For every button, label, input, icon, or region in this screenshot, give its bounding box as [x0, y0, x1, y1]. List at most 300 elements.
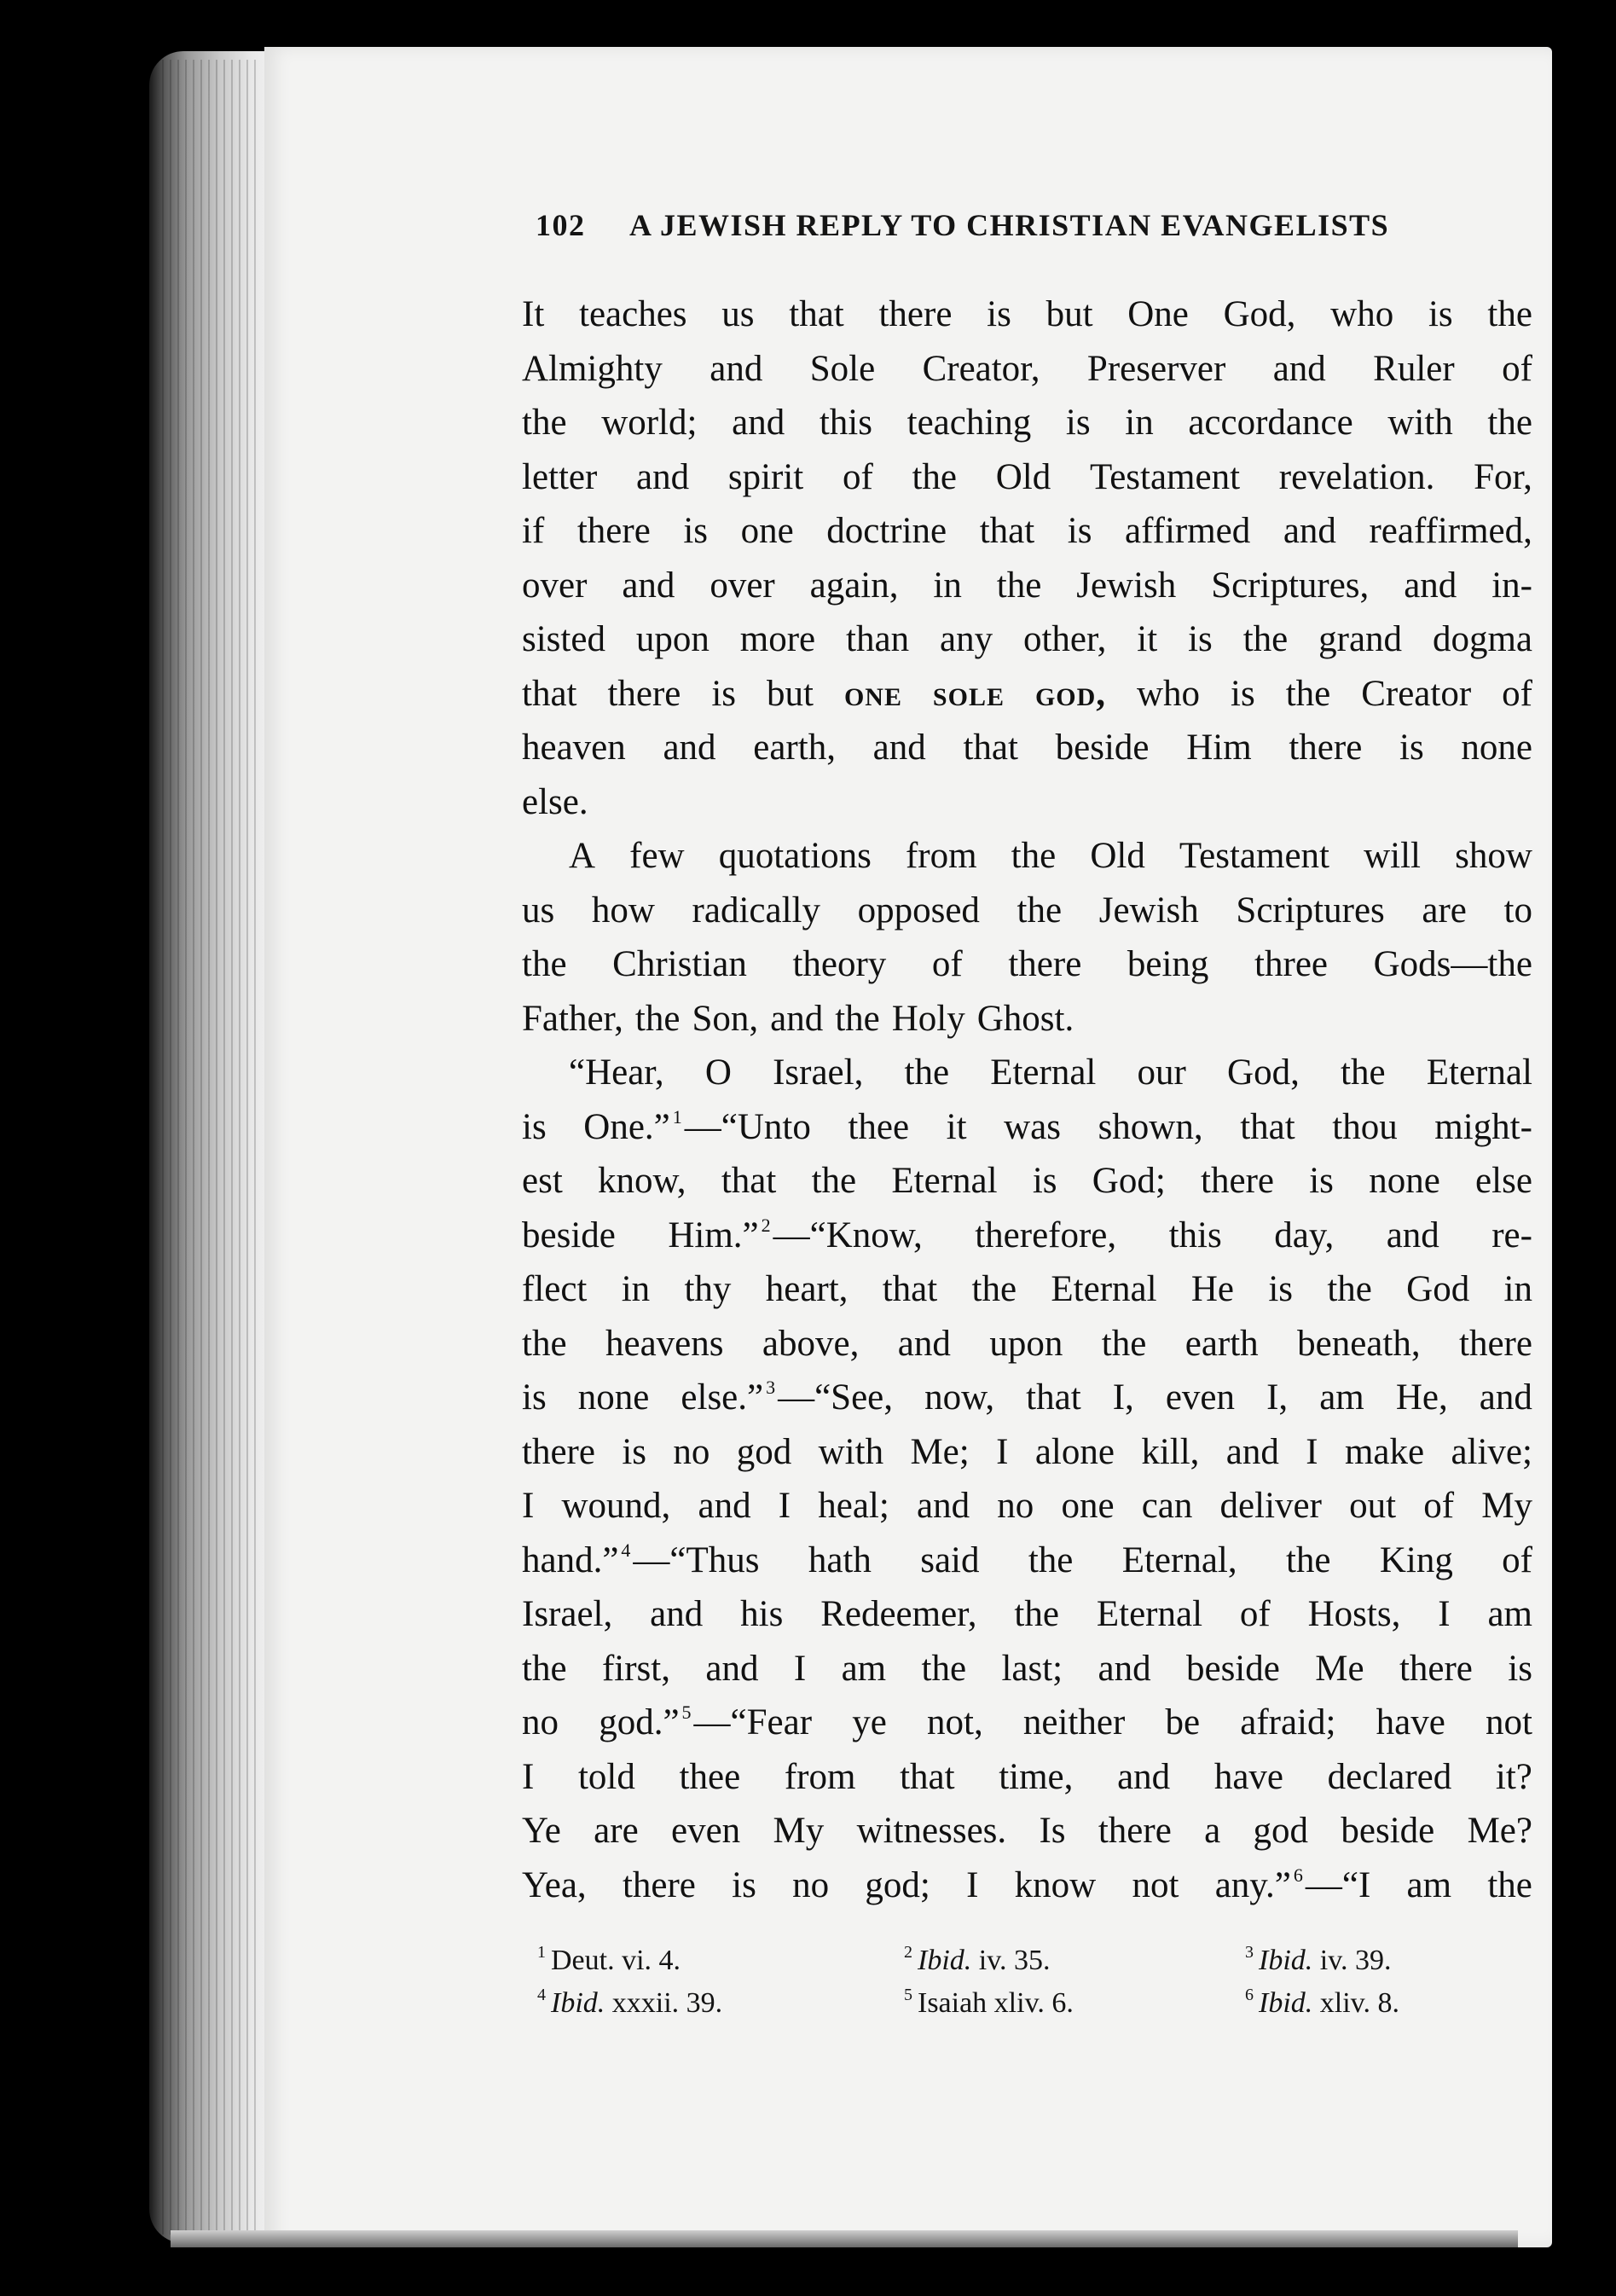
word: of: [1502, 348, 1532, 389]
word: is: [622, 1431, 646, 1472]
text-line: [522, 721, 1532, 775]
word: and: [1225, 1431, 1279, 1472]
footnote-5: [904, 1987, 1074, 2020]
word: and: [663, 728, 716, 768]
word: shown,: [1098, 1106, 1203, 1147]
word: deliver: [1219, 1486, 1322, 1526]
footnote-reference-text: xxxii. 39.: [605, 1987, 723, 2019]
text-line: [522, 1100, 1532, 1155]
word: the: [522, 944, 567, 984]
word: none: [577, 1377, 650, 1418]
word: My: [773, 1811, 825, 1851]
word: I: [522, 1486, 535, 1526]
word: revelation.: [1278, 456, 1435, 497]
word: not,: [927, 1702, 983, 1742]
word: thou: [1332, 1106, 1398, 1147]
word: the: [835, 998, 880, 1039]
word: the: [522, 403, 567, 443]
word: and: [770, 998, 824, 1039]
word: is: [711, 673, 737, 714]
footnote-reference: 1: [672, 1105, 682, 1128]
word: I: [966, 1864, 979, 1905]
word: god;: [865, 1864, 930, 1905]
word: Jewish: [1098, 890, 1199, 931]
word: I: [1438, 1594, 1451, 1634]
word: day,: [1274, 1215, 1335, 1255]
word: afraid;: [1240, 1702, 1336, 1742]
word: of: [1239, 1594, 1271, 1634]
word: For,: [1474, 456, 1532, 497]
word: make: [1344, 1431, 1425, 1472]
word: doctrine: [826, 511, 947, 551]
word: know,: [598, 1161, 686, 1201]
word: is: [1067, 511, 1092, 551]
word: might-: [1434, 1106, 1532, 1147]
text-line: [522, 1209, 1532, 1263]
text-line: [522, 1804, 1532, 1858]
word: Sole: [809, 348, 876, 389]
footnote-reference: 5: [681, 1702, 692, 1723]
word: the: [1028, 1539, 1074, 1580]
word: I: [793, 1648, 807, 1689]
word: even: [1165, 1377, 1236, 1418]
text-line: [522, 829, 1532, 884]
word: and: [636, 456, 690, 497]
word: other,: [1022, 619, 1107, 659]
word: there: [1008, 944, 1082, 984]
text-line: [522, 1371, 1532, 1425]
word: am: [1319, 1377, 1364, 1418]
word: of: [1423, 1486, 1455, 1526]
word: is: [683, 511, 709, 551]
word: declared: [1327, 1756, 1452, 1797]
footnote-number: 3: [1245, 1943, 1254, 1962]
word: told: [577, 1756, 635, 1797]
word: in: [933, 565, 962, 606]
word: that: [963, 728, 1018, 768]
word: therefore,: [975, 1215, 1117, 1255]
word: that: [789, 294, 844, 334]
word: who: [1330, 294, 1394, 334]
word: God,: [1227, 1052, 1300, 1093]
word: if: [522, 511, 545, 551]
footnote-4: [537, 1987, 722, 2020]
word: how: [591, 890, 655, 931]
word: re-: [1491, 1215, 1532, 1255]
text-line: [522, 1858, 1532, 1913]
word: I,: [1266, 1377, 1289, 1418]
word: and: [732, 403, 785, 443]
word: Eternal: [990, 1052, 1097, 1093]
word: Preserver: [1086, 348, 1226, 389]
footnote-reference: 4: [621, 1539, 631, 1561]
word: the: [1327, 1269, 1372, 1309]
word-with-footnote-ref: Him.” $^2$—“Know,: [668, 1214, 923, 1255]
word: I: [996, 1431, 1009, 1472]
text-line: [522, 612, 1532, 667]
word: the: [811, 1161, 857, 1201]
word: quotations: [718, 836, 872, 876]
word: ye: [852, 1702, 887, 1742]
word: his: [740, 1594, 784, 1634]
text-line: [522, 775, 1532, 830]
word: no: [673, 1431, 710, 1472]
word: the: [1487, 1864, 1532, 1905]
word: is: [1065, 403, 1091, 443]
word: My: [1481, 1486, 1532, 1526]
word: in: [1125, 403, 1154, 443]
word: heart,: [765, 1269, 849, 1309]
word: Ghost.: [976, 998, 1074, 1039]
small-caps-word: one: [843, 673, 902, 714]
word: and: [897, 1323, 951, 1364]
word: there: [622, 1864, 696, 1905]
word: there: [1201, 1161, 1274, 1201]
word: thee: [848, 1106, 910, 1147]
word: Creator: [1361, 673, 1472, 714]
word: Eternal: [1051, 1269, 1157, 1309]
word: Testament: [1089, 456, 1241, 497]
word: am: [841, 1648, 887, 1689]
word: but: [767, 673, 814, 714]
word: Israel,: [773, 1052, 864, 1093]
word: beside: [1055, 728, 1150, 768]
word: Hosts,: [1307, 1594, 1401, 1634]
word: this: [1168, 1215, 1222, 1255]
word: of: [1502, 1539, 1532, 1580]
footnote-reference: 6: [1293, 1864, 1303, 1886]
word: reaffirmed,: [1369, 511, 1532, 551]
word: heaven: [522, 728, 626, 768]
word: the: [912, 456, 958, 497]
word: the: [1017, 890, 1063, 931]
word: Me;: [910, 1431, 970, 1472]
word: of: [842, 456, 873, 497]
word: this: [819, 403, 872, 443]
word: else: [1475, 1161, 1532, 1201]
word: the: [996, 565, 1042, 606]
word: earth: [1184, 1323, 1259, 1364]
word: is: [987, 294, 1011, 334]
footnote-reference: 2: [761, 1214, 771, 1236]
word: grand: [1318, 619, 1403, 659]
word: Old: [995, 456, 1051, 497]
text-line: [522, 1262, 1532, 1317]
word: is: [1188, 619, 1213, 659]
text-line: [522, 1534, 1532, 1588]
word: Father,: [522, 998, 623, 1039]
footnote-1: [537, 1945, 681, 1977]
word: beneath,: [1297, 1323, 1421, 1364]
word: est: [522, 1161, 563, 1201]
word: there: [1399, 1648, 1473, 1689]
word: “Hear,: [569, 1052, 664, 1093]
word: time,: [999, 1756, 1074, 1797]
word: none: [1369, 1161, 1440, 1201]
word: said: [920, 1539, 980, 1580]
word: Almighty: [522, 348, 663, 389]
word: the: [1285, 673, 1331, 714]
word: affirmed: [1125, 511, 1251, 551]
word: with: [1387, 403, 1453, 443]
word: was: [1004, 1106, 1061, 1147]
word: our: [1137, 1052, 1186, 1093]
text-line: [522, 1154, 1532, 1209]
word: in-: [1491, 565, 1532, 606]
text-line: [522, 884, 1532, 938]
footnote-3: [1245, 1945, 1392, 1977]
text-line: [522, 1696, 1532, 1750]
word: It: [522, 294, 545, 334]
word: of: [931, 944, 963, 984]
word: Eternal: [1426, 1052, 1532, 1093]
text-line: [522, 992, 1532, 1047]
word: neither: [1022, 1702, 1126, 1742]
word: heal;: [818, 1486, 889, 1526]
footnote-reference-text: Isaiah xliv. 6.: [918, 1987, 1074, 2019]
word: god: [736, 1431, 792, 1472]
word: it: [1137, 619, 1158, 659]
word: now,: [924, 1377, 995, 1418]
word: there: [522, 1431, 595, 1472]
word: and: [622, 565, 675, 606]
word: it: [946, 1106, 967, 1147]
word: and: [1404, 565, 1457, 606]
word: letter: [522, 456, 598, 497]
word: radically: [692, 890, 820, 931]
word: Him: [1186, 728, 1252, 768]
word: none: [1461, 728, 1532, 768]
word: from: [905, 836, 977, 876]
word: dogma: [1432, 619, 1532, 659]
word: beside: [522, 1215, 616, 1255]
word: than: [846, 619, 910, 659]
word: Yea,: [522, 1864, 587, 1905]
footnote-reference: 3: [766, 1377, 776, 1398]
word: am: [1487, 1594, 1532, 1634]
word: flect: [522, 1269, 588, 1309]
small-caps-word: sole: [932, 673, 1005, 714]
text-line: [522, 667, 1532, 722]
word: I,: [1112, 1377, 1134, 1418]
word: above,: [762, 1323, 860, 1364]
word: God: [1406, 1269, 1470, 1309]
word-with-footnote-ref: hand.” $^4$—“Thus: [522, 1539, 760, 1580]
word: that: [900, 1756, 955, 1797]
word: is: [1399, 728, 1424, 768]
word: to: [1503, 890, 1532, 931]
footnotes: [537, 1945, 1492, 2047]
word: Israel,: [522, 1594, 613, 1634]
word: us: [522, 890, 555, 931]
word: are: [1422, 890, 1467, 931]
word: and: [650, 1594, 704, 1634]
word: the: [522, 1648, 567, 1689]
word: three: [1254, 944, 1328, 984]
text-line: [522, 287, 1532, 342]
word: upon: [989, 1323, 1063, 1364]
word: show: [1455, 836, 1532, 876]
word: heavens: [605, 1323, 724, 1364]
word: is: [1309, 1161, 1334, 1201]
running-head: [536, 207, 1491, 241]
word: I: [778, 1486, 791, 1526]
word: Scriptures,: [1211, 565, 1370, 606]
word: Me: [1315, 1648, 1364, 1689]
word: A: [569, 836, 596, 876]
footnote-ibid: Ibid.: [1259, 1987, 1313, 2019]
word: beside: [1341, 1811, 1435, 1851]
running-head-title: A JEWISH REPLY TO CHRISTIAN EVANGELISTS: [629, 208, 1390, 242]
word: one: [1061, 1486, 1115, 1526]
word: and: [872, 728, 926, 768]
word: the: [904, 1052, 950, 1093]
word: the: [1341, 1052, 1386, 1093]
word: world;: [601, 403, 698, 443]
footnote-reference-text: iv. 39.: [1312, 1945, 1392, 1976]
text-line: [522, 1046, 1532, 1100]
word: Gods—the: [1373, 944, 1532, 984]
word: Old: [1090, 836, 1145, 876]
word: of: [1502, 673, 1532, 714]
word: is: [1231, 673, 1255, 714]
word: kill,: [1141, 1431, 1200, 1472]
text-line: [522, 396, 1532, 450]
word: who: [1137, 673, 1201, 714]
word: have: [1213, 1756, 1283, 1797]
word: god: [1253, 1811, 1309, 1851]
word: Is: [1039, 1811, 1066, 1851]
footnote-number: 5: [904, 1986, 912, 2004]
word: the: [1285, 1539, 1331, 1580]
word: Son,: [692, 998, 759, 1039]
word: being: [1127, 944, 1209, 984]
page-edge-texture: [162, 60, 256, 2235]
footnote-6: [1245, 1987, 1399, 2020]
word: is: [1508, 1648, 1532, 1689]
page-bottom-edge: [171, 2230, 1518, 2247]
word: I: [522, 1756, 535, 1797]
word: God;: [1092, 1161, 1166, 1201]
word: beside: [1185, 1648, 1280, 1689]
small-caps-word: god,: [1034, 673, 1107, 714]
word-with-footnote-ref: else.” $^3$—“See,: [681, 1377, 894, 1418]
word: the: [971, 1269, 1017, 1309]
word: Eternal: [1096, 1594, 1203, 1634]
word: Jewish: [1076, 565, 1177, 606]
word: Ye: [522, 1811, 561, 1851]
word: and: [698, 1486, 751, 1526]
footnote-2: [904, 1945, 1051, 1977]
text-line: [522, 1587, 1532, 1642]
text-line: [522, 1425, 1532, 1480]
word: no: [792, 1864, 830, 1905]
word: the: [1487, 294, 1532, 334]
footnote-number: 2: [904, 1943, 912, 1962]
word: Eternal,: [1121, 1539, 1237, 1580]
word: hath: [808, 1539, 872, 1580]
word: King: [1379, 1539, 1453, 1580]
word: Scriptures: [1236, 890, 1385, 931]
word: thy: [684, 1269, 732, 1309]
word: in: [1503, 1269, 1532, 1309]
word: it?: [1495, 1756, 1532, 1797]
footnote-reference-text: iv. 35.: [971, 1945, 1051, 1976]
word: the: [1101, 1323, 1147, 1364]
word: I: [1306, 1431, 1318, 1472]
word: again,: [809, 565, 899, 606]
word: the: [1011, 836, 1057, 876]
word: will: [1364, 836, 1422, 876]
word: be: [1165, 1702, 1201, 1742]
footnote-ibid: Ibid.: [551, 1987, 605, 2019]
word: teaching: [906, 403, 1032, 443]
word: few: [629, 836, 685, 876]
word: wound,: [561, 1486, 671, 1526]
word: first,: [601, 1648, 670, 1689]
footnote-reference-text: xliv. 8.: [1312, 1987, 1399, 2019]
word: that: [1026, 1377, 1081, 1418]
word-with-footnote-ref: god.” $^5$—“Fear: [599, 1702, 813, 1742]
text-line: [522, 1317, 1532, 1371]
word: and: [1283, 511, 1336, 551]
word-with-footnote-ref: any.” $^6$—“I: [1214, 1864, 1371, 1905]
word: not: [1132, 1864, 1179, 1905]
word: thee: [679, 1756, 741, 1797]
footnote-reference-text: Deut. vi. 4.: [551, 1945, 681, 1976]
word: but: [1045, 294, 1093, 334]
word: there: [1098, 1811, 1172, 1851]
word: us: [721, 294, 755, 334]
word: O: [704, 1052, 732, 1093]
word: the: [1242, 619, 1289, 659]
word: and: [1098, 1648, 1151, 1689]
word: Testament: [1179, 836, 1330, 876]
word: and: [1386, 1215, 1439, 1255]
word: He: [1190, 1269, 1234, 1309]
word: He,: [1395, 1377, 1448, 1418]
word: last;: [1001, 1648, 1063, 1689]
text-line: [522, 937, 1532, 992]
word: more: [739, 619, 816, 659]
word: that: [522, 673, 577, 714]
text-line: [522, 450, 1532, 505]
word: spirit: [727, 456, 804, 497]
word: the: [1014, 1594, 1059, 1634]
word: that: [721, 1161, 777, 1201]
word: and: [1479, 1377, 1532, 1418]
word: and: [705, 1648, 759, 1689]
word: there: [1459, 1323, 1532, 1364]
text-line: [522, 1642, 1532, 1696]
word: is: [1428, 294, 1453, 334]
word: any: [939, 619, 993, 659]
word: and: [1272, 348, 1326, 389]
word: am: [1406, 1864, 1452, 1905]
word: is: [522, 1106, 547, 1147]
word: know: [1014, 1864, 1097, 1905]
word: Me?: [1467, 1811, 1532, 1851]
word: alive;: [1451, 1431, 1532, 1472]
word: earth,: [753, 728, 836, 768]
word: the: [1487, 403, 1532, 443]
word: have: [1376, 1702, 1445, 1742]
word: even: [671, 1811, 741, 1851]
word: theory: [792, 944, 887, 984]
word: the: [634, 998, 681, 1039]
word: not: [1486, 1702, 1532, 1742]
word: there: [576, 511, 651, 551]
